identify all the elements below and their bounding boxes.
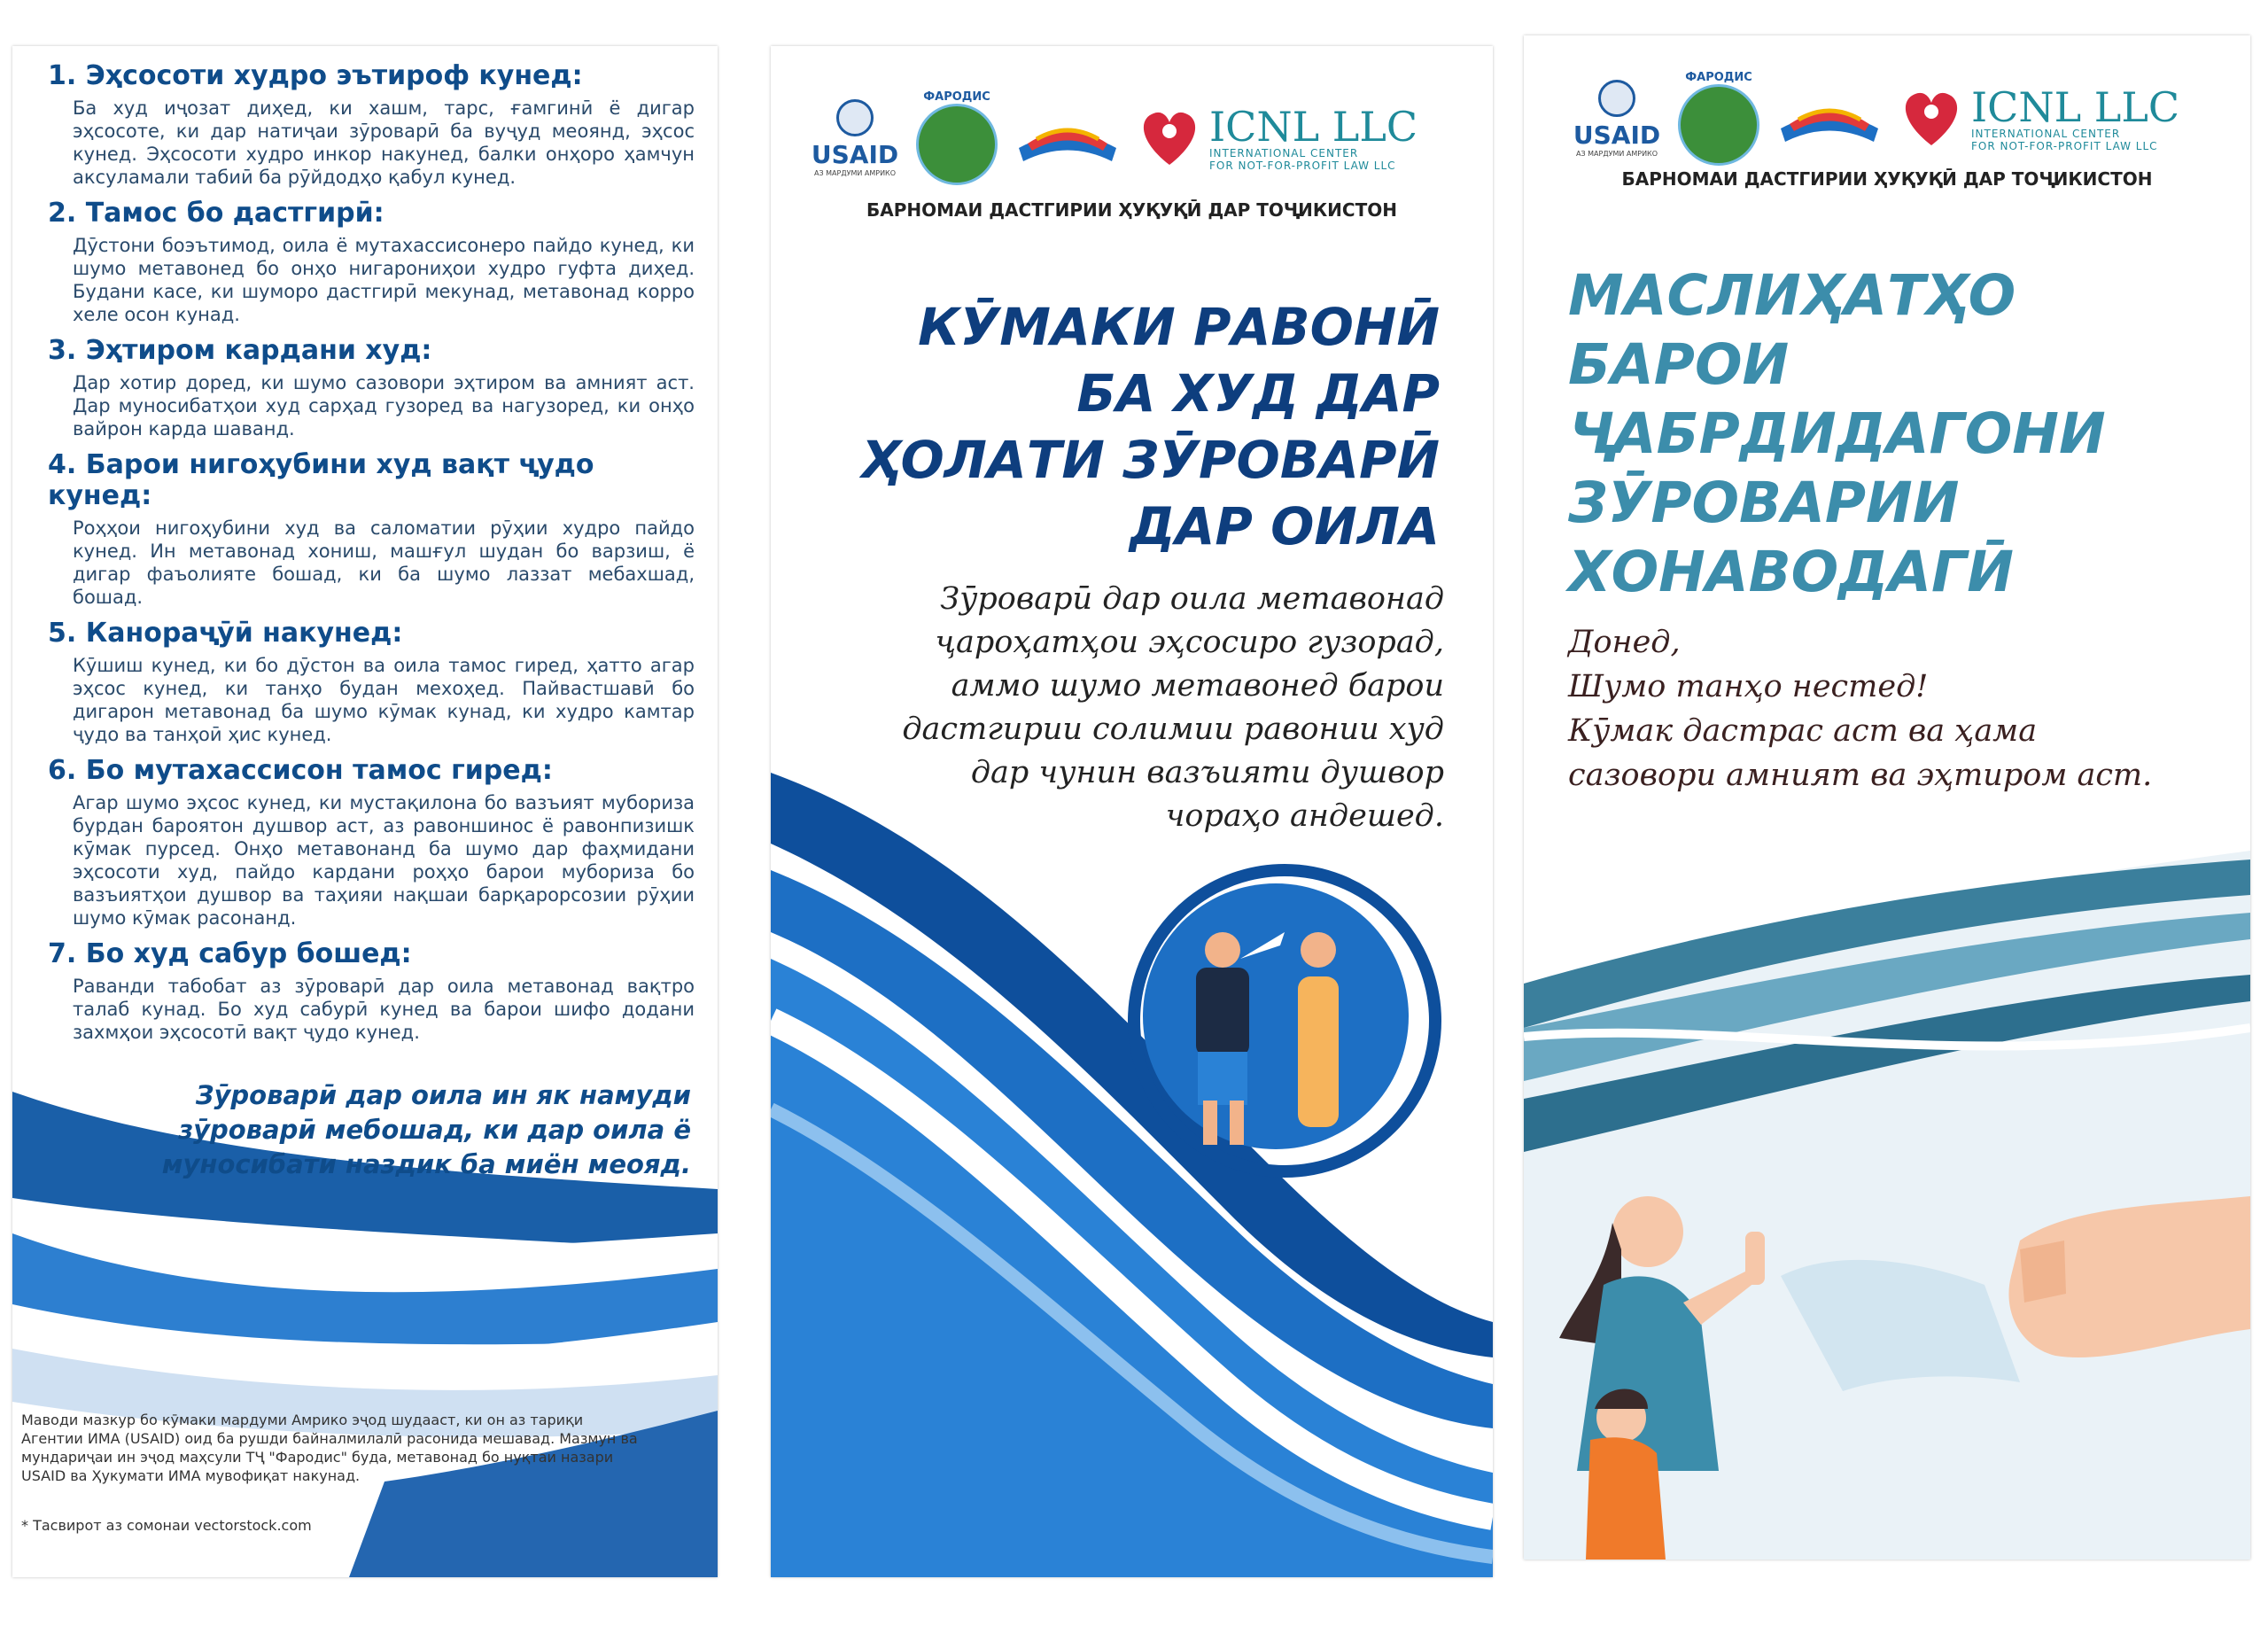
text-line: аммо шумо метавонед барои xyxy=(951,668,1444,704)
title-line: ҲОЛАТИ ЗӮРОВАРӢ xyxy=(860,430,1440,490)
title-line: ДАР ОИЛА xyxy=(1129,496,1440,556)
wave-decoration xyxy=(12,46,718,1577)
title-line: ХОНАВОДАГӢ xyxy=(1568,540,2014,604)
closing-statement: Зӯроварӣ дар оила ин як намуди зӯроварӣ мебошад, ки дар оила ё муносибати наздик ба миён меояд. xyxy=(161,1080,691,1179)
tip-heading: 2. Тамос бо дастгирӣ: xyxy=(48,198,384,229)
icnl-subtitle-1: INTERNATIONAL CENTER xyxy=(1971,128,2121,140)
wave-decoration xyxy=(771,46,1493,1577)
title-line: БА ХУД ДАР xyxy=(1076,363,1440,424)
couple-illustration xyxy=(1125,861,1444,1180)
tip-body: Ба худ иҷозат диҳед, ки хашм, тарс, ғамгинӣ ё дигар эҳсосоте, ки дар натиҷаи зӯроварӣ ба вуҷуд меоянд, эҳсос кунед. Эҳсосоти худро инкор накунед, балки онҳоро ҳамчун аксуламали табиӣ ба рӯйдодҳо қабул кунед. xyxy=(73,97,695,188)
mother-child-illustration xyxy=(1524,1170,2250,1560)
tip-heading: 1. Эҳсосоти худро эътироф кунед: xyxy=(48,60,583,91)
icnl-wordmark: ICNL LLC xyxy=(1971,83,2180,131)
tip-heading: 3. Эҳтиром кардани худ: xyxy=(48,335,432,366)
tip-body: Кӯшиш кунед, ки бо дӯстон ва оила тамос гиред, ҳатто агар эҳсос кунед, ки танҳо будан мехоҳед. Пайвастшавӣ бо дигарон метавонад ба шумо кӯмак кунад, ки худро камтар ҷудо ва танҳоӣ ҳис кунед. xyxy=(73,655,695,745)
tip-body: Роҳҳои нигоҳубини худ ва саломатии рӯҳии худро пайдо кунед. Ин метавонад хониш, машғул шудан бо варзиш, ё дигар фаъолияте бошад, ки ба шумо лаззат мебахшад, бошад. xyxy=(73,517,695,608)
title-line: ҶАБРДИДАГОНИ xyxy=(1568,401,2106,466)
usaid-wordmark: USAID xyxy=(1573,121,1661,150)
text-line: ҷароҳатҳои эҳсосиро гузорад, xyxy=(935,625,1444,660)
program-name: БАРНОМАИ ДАСТГИРИИ ҲУҚУҚӢ ДАР ТОҶИКИСТОН xyxy=(866,199,1397,221)
text-line: чораҳо андешед. xyxy=(1165,798,1444,834)
text-line: Зӯроварӣ дар оила метавонад xyxy=(940,581,1444,617)
usaid-wordmark: USAID xyxy=(811,140,899,169)
text-line: Шумо танҳо нестед! xyxy=(1568,669,1929,704)
text-line: дар чунин вазъияти душвор xyxy=(970,755,1444,790)
tip-body: Дӯстони боэътимод, оила ё мутахассисонеро пайдо кунед, ки шумо метавонед бо онҳо нигарониҳои худро гуфта диҳед. Будани касе, ки шуморо дастгирӣ мекунад, метавонад корро хеле осон кунад. xyxy=(73,235,695,325)
title-line: ЗӮРОВАРИИ xyxy=(1568,471,1960,535)
tip-body: Агар шумо эҳсос кунед, ки мустақилона бо вазъият мубориза бурдан бароятон душвор аст, аз равоншинос ё равонпизишк кӯмак пурсед. Онҳо метавонанд ба шумо дар фаҳмидани эҳсосоти худ, пайдо кардани роҳҳо барои мубориза бо вазъиятҳои душвор ва таҳияи нақшаи барқарорсозии рӯҳии шумо кӯмак расонанд. xyxy=(73,792,695,929)
image-credit: * Тасвирот аз сомонаи vectorstock.com xyxy=(21,1517,312,1534)
farodis-wordmark: ФАРОДИС xyxy=(1685,71,1752,84)
program-name: БАРНОМАИ ДАСТГИРИИ ҲУҚУҚӢ ДАР ТОҶИКИСТОН xyxy=(1621,168,2153,190)
icnl-subtitle-2: FOR NOT-FOR-PROFIT LAW LLC xyxy=(1971,140,2158,152)
title-line: МАСЛИҲАТҲО xyxy=(1568,263,2016,328)
tip-body: Дар хотир доред, ки шумо сазовори эҳтиром ва амният аст. Дар муносибатҳои худ сарҳад гузоред ва нагузоред, ки онҳо вайрон карда шаванд. xyxy=(73,372,695,439)
right-panel xyxy=(1524,35,2250,1560)
icnl-subtitle-1: INTERNATIONAL CENTER xyxy=(1209,147,1359,159)
left-panel xyxy=(12,46,718,1577)
tip-body: Раванди табобат аз зӯроварӣ дар оила метавонад вақтро талаб кунад. Бо худ сабурӣ кунед ва барои шифо додани захмҳои эҳсосотӣ вақт ҷудо кунед. xyxy=(73,976,695,1043)
tip-heading: 4. Барои нигоҳубини худ вақт ҷудо кунед: xyxy=(48,449,594,511)
icnl-wordmark: ICNL LLC xyxy=(1209,103,1418,151)
text-line: Кӯмак дастрас аст ва ҳама xyxy=(1568,713,2038,749)
usaid-subtitle: АЗ МАРДУМИ АМРИКО xyxy=(813,169,897,177)
middle-panel xyxy=(771,46,1493,1577)
funding-footnote: Маводи мазкур бо кӯмаки мардуми Амрико эҷод шудааст, ки он аз тариқи Агентии ИМА (USAID) оид ба рушди байналмилалӣ расонида мешавад. Мазмун ва мундариҷаи ин эҷод маҳсули ТҶ "Фародис" буда, метавонад бо нуқтаи назари USAID ва Ҳукумати ИМА мувофиқат накунад. xyxy=(21,1412,638,1484)
text-line: Донед, xyxy=(1568,625,1681,660)
tip-heading: 7. Бо худ сабур бошед: xyxy=(48,938,412,969)
title-line: КӮМАКИ РАВОНӢ xyxy=(918,297,1440,357)
icnl-subtitle-2: FOR NOT-FOR-PROFIT LAW LLC xyxy=(1209,159,1396,172)
title-line: БАРОИ xyxy=(1568,332,1790,397)
farodis-wordmark: ФАРОДИС xyxy=(923,90,990,104)
usaid-subtitle: АЗ МАРДУМИ АМРИКО xyxy=(1575,150,1658,158)
tip-heading: 5. Канораҷӯӣ накунед: xyxy=(48,618,403,649)
text-line: сазовори амният ва эҳтиром аст. xyxy=(1568,758,2153,793)
tip-heading: 6. Бо мутахассисон тамос гиред: xyxy=(48,755,553,786)
text-line: дастгирии солимии равонии худ xyxy=(902,712,1444,747)
